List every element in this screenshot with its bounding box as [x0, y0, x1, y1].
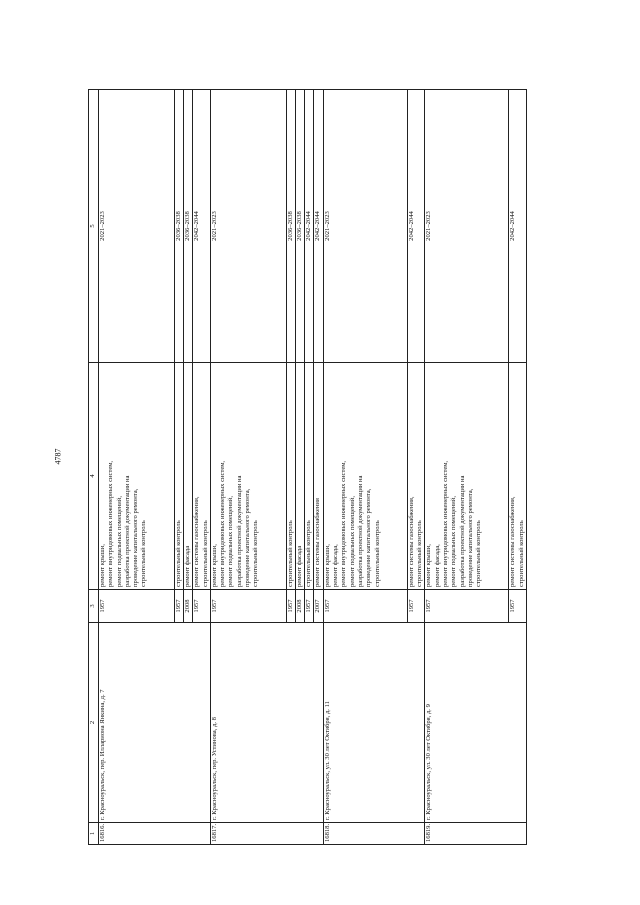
- year-cell: 1957: [286, 590, 295, 623]
- year-cell: 2008: [183, 590, 192, 623]
- works-cell: [183, 363, 192, 590]
- period-cell: 2021–2023: [425, 90, 509, 363]
- work-line: ремонт системы газоснабжения,: [407, 496, 415, 587]
- period-cell: 2021–2023: [210, 90, 286, 363]
- table-body: [99, 90, 527, 845]
- header-col-1: 1: [89, 823, 99, 845]
- work-line: строительный контроль: [201, 520, 209, 587]
- work-line: ремонт внутридомовых инженерных систем,: [219, 460, 227, 587]
- year-cell: 1957: [425, 590, 509, 623]
- works-cell: [193, 363, 211, 590]
- period-cell: 2036–2038: [174, 90, 183, 363]
- row-number: 16818.: [323, 823, 425, 845]
- work-line: ремонт крыши,: [99, 544, 106, 587]
- header-col-5: 5: [89, 90, 99, 363]
- works-cell: [295, 363, 304, 590]
- works-cell: [286, 363, 295, 590]
- works-cell: [314, 363, 323, 590]
- row-number: 16819.: [425, 823, 527, 845]
- period-cell: 2021–2023: [99, 90, 175, 363]
- works-cell: [509, 363, 527, 590]
- work-line: ремонт подвальных помещений,: [227, 496, 235, 587]
- table-row: [323, 90, 407, 845]
- work-line: проведение капитального ремонта,: [466, 488, 474, 587]
- address-cell: г. Красноуральск, ул. 30 лет Октября, д. 11: [323, 623, 425, 823]
- work-line: строительный контроль: [140, 520, 148, 587]
- work-line: ремонт крыши,: [425, 544, 433, 587]
- work-line: проведение капитального ремонта,: [365, 488, 373, 587]
- works-cell: [323, 363, 407, 590]
- header-col-4: 4: [89, 363, 99, 590]
- work-line: ремонт внутридомовых инженерных систем,: [107, 460, 115, 587]
- address-cell: г. Красноуральск, пер. Иллариона Янкина, д. 7: [99, 623, 211, 823]
- address-cell: г. Красноуральск, пер. Устинова, д. 8: [210, 623, 323, 823]
- work-line: проведение капитального ремонта,: [132, 488, 140, 587]
- year-cell: 1957: [509, 590, 527, 623]
- work-line: строительный контроль: [286, 520, 294, 587]
- period-cell: 2042–2044: [305, 90, 314, 363]
- work-line: ремонт подвальных помещений,: [115, 496, 123, 587]
- year-cell: 2007: [314, 590, 323, 623]
- year-cell: 1957: [210, 590, 286, 623]
- work-line: строительный контроль: [305, 520, 313, 587]
- period-cell: 2021–2023: [323, 90, 407, 363]
- works-cell: [99, 363, 175, 590]
- year-cell: 1957: [407, 590, 425, 623]
- work-line: строительный контроль: [373, 520, 381, 587]
- work-line: строительный контроль: [475, 520, 483, 587]
- work-line: ремонт внутридомовых инженерных систем,: [340, 460, 348, 587]
- period-cell: 2042–2044: [509, 90, 527, 363]
- address-cell: г. Красноуральск, ул. 30 лет Октября, д. 9: [425, 623, 527, 823]
- work-line: строительный контроль: [174, 520, 182, 587]
- work-line: ремонт крыши,: [323, 544, 331, 587]
- header-col-2: 2: [89, 623, 99, 823]
- period-cell: 2042–2044: [407, 90, 425, 363]
- year-cell: 1957: [99, 590, 175, 623]
- row-number: 16817.: [210, 823, 323, 845]
- table-row: [425, 90, 509, 845]
- document-page: [88, 90, 578, 845]
- work-line: ремонт фасада: [295, 545, 303, 587]
- work-line: ремонт внутридомовых инженерных систем,: [441, 460, 449, 587]
- works-cell: [425, 363, 509, 590]
- header-row: [89, 90, 99, 845]
- work-line: разработка проектной документации на: [235, 475, 243, 587]
- table-row: [210, 90, 286, 845]
- year-cell: 2008: [295, 590, 304, 623]
- year-cell: 1957: [323, 590, 407, 623]
- year-cell: 1957: [305, 590, 314, 623]
- work-line: ремонт подвальных помещений,: [348, 496, 356, 587]
- work-line: проведение капитального ремонта,: [244, 488, 252, 587]
- works-cell: [210, 363, 286, 590]
- work-line: ремонт системы газоснабжения,: [509, 496, 517, 587]
- work-line: ремонт крыши,: [210, 544, 218, 587]
- work-line: строительный контроль: [416, 520, 424, 587]
- work-line: ремонт фасада,: [332, 544, 340, 587]
- header-col-3: 3: [89, 590, 99, 623]
- period-cell: 2036–2038: [183, 90, 192, 363]
- work-line: разработка проектной документации на: [123, 475, 131, 587]
- period-cell: 2042–2044: [193, 90, 211, 363]
- period-cell: 2036–2038: [286, 90, 295, 363]
- period-cell: 2042–2044: [314, 90, 323, 363]
- period-cell: 2036–2038: [295, 90, 304, 363]
- row-number: 16816.: [99, 823, 211, 845]
- year-cell: 1957: [174, 590, 183, 623]
- work-line: ремонт системы газоснабжения: [314, 498, 322, 587]
- work-line: ремонт системы газоснабжения,: [193, 496, 201, 587]
- work-line: разработка проектной документации на: [458, 475, 466, 587]
- work-line: ремонт фасада: [183, 545, 191, 587]
- capital-repair-table: [88, 89, 527, 845]
- works-cell: [305, 363, 314, 590]
- works-cell: [407, 363, 425, 590]
- work-line: разработка проектной документации на: [356, 475, 364, 587]
- page-number: 4787: [53, 448, 63, 465]
- work-line: ремонт фасада,: [433, 544, 441, 587]
- work-line: строительный контроль: [517, 520, 525, 587]
- table-row: [99, 90, 175, 845]
- year-cell: 1957: [193, 590, 211, 623]
- work-line: строительный контроль: [252, 520, 260, 587]
- work-line: ремонт подвальных помещений,: [450, 496, 458, 587]
- works-cell: [174, 363, 183, 590]
